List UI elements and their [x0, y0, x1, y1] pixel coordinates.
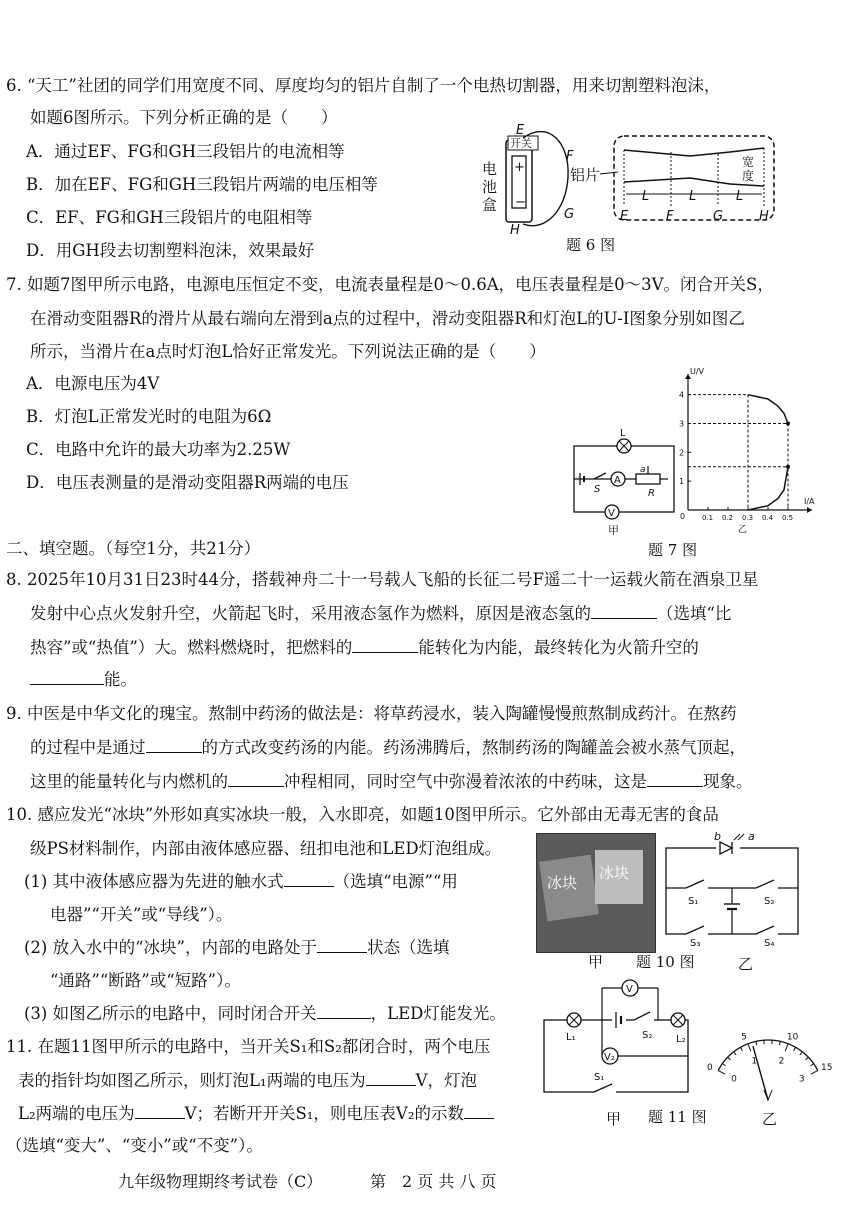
bulb-l1-label: L₁ [566, 1032, 576, 1043]
dial-tick-2 [728, 1057, 731, 1060]
q8-line-4 [30, 670, 137, 691]
q10-part-2a: (2) 放入水中的“冰块”，内部的电路处于 [24, 938, 317, 957]
q10-blank-1[interactable] [284, 872, 334, 887]
switch-s1-label: S₁ [688, 896, 699, 907]
zoom-h-label: H [759, 209, 769, 224]
y-tick-label-1: 1 [679, 477, 685, 487]
battery-label-2: 池 [482, 178, 498, 196]
q10-caption: 题 10 图 [636, 953, 695, 971]
q7-option-d: D．电压表测量的是滑动变阻器R两端的电压 [26, 473, 349, 492]
q10-part-3 [24, 1004, 506, 1025]
switch-s-label: S [594, 484, 601, 495]
width-label-1: 宽 [742, 155, 755, 169]
zoom-e-label: E [620, 209, 629, 224]
x-axis-arrow [807, 507, 812, 513]
dial-tick-5 [748, 1044, 751, 1051]
footer-paper-title: 九年级物理期终考试卷（C） [118, 1172, 323, 1191]
dial-needle [753, 1046, 768, 1100]
q7-line-1: 7. 如题7图甲所示电路，电源电压恒定不变，电流表量程是0～0.6A，电压表量程是0～3V。闭合开关S， [6, 275, 774, 294]
dial-bottom-label-1: 1 [751, 1056, 758, 1067]
series-0-curve [748, 395, 788, 424]
switch-s2-label: S₂ [642, 1030, 653, 1041]
dial-bottom-label-2: 2 [778, 1056, 785, 1067]
q11-blank-2[interactable] [135, 1104, 185, 1119]
point-h-label: H [510, 223, 520, 238]
q6-figure [478, 122, 778, 238]
dial-tick-12 [800, 1052, 802, 1055]
dial-tick-14 [810, 1064, 813, 1066]
foil-pointer [600, 172, 618, 174]
q10-jia-label: 甲 [588, 953, 604, 971]
zoom-g-label: G [713, 209, 724, 224]
q7-yi-label: 乙 [738, 525, 748, 535]
dial-tick-9 [779, 1041, 780, 1045]
voltmeter-v2-label: V₂ [604, 1052, 615, 1063]
q11-line-1: 11. 在题11图甲所示的电路中，当开关S₁和S₂都闭合时，两个电压 [6, 1037, 491, 1056]
q8-line-2 [30, 604, 731, 625]
q11-circuit-jia [538, 976, 698, 1108]
footer-page-number: 第 2 页 共 八 页 [370, 1172, 497, 1191]
q11-line-2a: 表的指针均如图乙所示，则灯泡L₁两端的电压为 [18, 1071, 366, 1090]
voltmeter-dial [706, 1010, 836, 1110]
switch-s3-label: S₃ [690, 938, 701, 949]
y-tick-label-3: 3 [679, 419, 685, 429]
q11-jia-label: 甲 [606, 1110, 622, 1128]
q11-line-3 [18, 1104, 494, 1125]
x-tick-label-0.3: 0.3 [742, 514, 754, 522]
q10-line-2: 级PS材料制作，内部由液体感应器、纽扣电池和LED灯泡组成。 [30, 839, 502, 858]
q10-part-3b: ，LED灯能发光。 [370, 1004, 506, 1023]
q11-blank-3[interactable] [464, 1104, 494, 1119]
ice-label-1: 冰块 [547, 874, 578, 892]
q8-line-4-text: 能。 [104, 670, 137, 689]
dial-tick-15 [811, 1071, 818, 1075]
ammeter-label: A [614, 475, 621, 486]
y-tick-label-4: 4 [679, 390, 685, 400]
dial-tick-0 [718, 1071, 725, 1075]
q10-part-1c: 电器”“开关”或“导线”）。 [50, 905, 233, 924]
q10-part-2b: 状态（选填 [367, 938, 450, 957]
point-e-label: E [516, 123, 525, 138]
switch-s4-label: S₄ [764, 938, 775, 949]
q7-line-2: 在滑动变阻器R的滑片从最右端向左滑到a点的过程中，滑动变阻器R和灯泡L的U-I图象分别如图乙 [30, 309, 745, 328]
bulb-l-label: L [620, 428, 626, 439]
q10-blank-3[interactable] [317, 1004, 371, 1019]
bulb-l2-label: L₂ [676, 1034, 686, 1045]
q6-option-c: C．EF、FG和GH三段铝片的电阻相等 [26, 208, 313, 227]
q7-caption: 题 7 图 [648, 541, 698, 559]
q8-line-2b: （选填“比 [657, 604, 732, 623]
x-tick-label-0.1: 0.1 [702, 514, 714, 522]
q11-line-2b: V，灯泡 [415, 1071, 477, 1090]
q11-yi-label: 乙 [762, 1110, 778, 1128]
ice-cube-photo [536, 833, 656, 953]
q7-ui-chart [672, 364, 822, 535]
dial-bottom-label-3: 3 [798, 1074, 805, 1085]
voltmeter-label: V [608, 508, 615, 519]
q9-line-2a: 的过程中是通过 [30, 738, 146, 757]
origin-label: 0 [680, 512, 686, 521]
ice-label-2: 冰块 [599, 864, 630, 882]
zoom-f-label: F [666, 209, 674, 224]
q7-option-a: A．电源电压为4V [26, 374, 160, 393]
q10-yi-label: 乙 [738, 955, 754, 973]
led-b-label: b [714, 830, 721, 843]
q7-option-b: B．灯泡L正常发光时的电阻为6Ω [26, 407, 272, 426]
q10-part-1a: (1) 其中液体感应器为先进的触水式 [24, 872, 284, 891]
length-l-2: L [689, 189, 697, 204]
q9-line-3a: 这里的能量转化与内燃机的 [30, 772, 228, 791]
section-2-title: 二、填空题。（每空1分，共21分） [6, 539, 261, 558]
dial-tick-6 [756, 1041, 757, 1045]
q9-blank-1[interactable] [146, 738, 202, 753]
dial-top-label-0: 0 [706, 1062, 713, 1073]
q8-blank-1[interactable] [591, 604, 657, 619]
q9-line-3b: 冲程相同，同时空气中弥漫着浓浓的中药味，这是 [284, 772, 647, 791]
dial-tick-1 [722, 1064, 725, 1066]
switch-s2-label: S₂ [764, 896, 775, 907]
q9-line-2 [30, 738, 746, 759]
minus-sign: − [515, 195, 526, 210]
series-1-endpoint [786, 465, 790, 469]
dial-bottom-label-0: 0 [731, 1074, 737, 1085]
point-f-label-left: F [566, 149, 574, 164]
q7-jia-label: 甲 [608, 524, 619, 537]
q10-part-1 [24, 872, 458, 893]
q10-part-2c: “通路”“断路”或“短路”）。 [50, 971, 241, 990]
q9-line-3c: 现象。 [703, 772, 753, 791]
rheostat-r-label: R [648, 488, 655, 499]
q8-line-3a: 热容”或“热值”）大。燃料燃烧时，把燃料的 [30, 638, 353, 657]
q11-line-3b: V；若断开开关S₁，则电压表V₂的示数 [184, 1104, 464, 1123]
q8-blank-2[interactable] [352, 638, 418, 653]
dial-top-label-5: 5 [741, 1032, 747, 1043]
q10-circuit-yi [660, 832, 806, 948]
length-l-1: L [642, 189, 650, 204]
switch-label: 开关 [510, 137, 532, 150]
q9-blank-2[interactable] [228, 772, 284, 787]
q9-blank-3[interactable] [647, 772, 703, 787]
dial-tick-4 [741, 1047, 743, 1050]
dial-arc [718, 1040, 818, 1071]
y-tick-label-2: 2 [679, 448, 685, 458]
x-tick-label-0.5: 0.5 [782, 514, 794, 522]
q9-line-1: 9. 中医是中华文化的瑰宝。熬制中药汤的做法是：将草药浸水，装入陶罐慢慢煎熬制成药汁。在熬药 [6, 704, 737, 723]
length-l-3: L [736, 189, 744, 204]
plus-sign: + [514, 160, 525, 175]
x-tick-label-0.4: 0.4 [762, 514, 774, 522]
rheostat-r [636, 474, 660, 484]
q8-line-1: 8. 2025年10月31日23时44分，搭载神舟二十一号载人飞船的长征二号F遥二十一运载火箭在酒泉卫星 [6, 570, 759, 589]
q8-line-2a: 发射中心点火发射升空，火箭起飞时，采用液态氢作为燃料，原因是液态氢的 [30, 604, 591, 623]
q8-blank-3[interactable] [30, 670, 104, 685]
q11-line-3a: L₂两端的电压为 [18, 1104, 135, 1123]
dial-tick-13 [806, 1057, 809, 1060]
series-0-endpoint [786, 421, 790, 425]
q10-line-1: 10. 感应发光“冰块”外形如真实冰块一般，入水即亮，如题10图甲所示。它外部由无毒无害的食品 [6, 805, 719, 824]
q8-line-3 [30, 638, 699, 659]
q6-caption: 题 6 图 [566, 236, 616, 254]
led-a-label: a [748, 830, 755, 843]
q9-line-2b: 的方式改变药汤的内能。药汤沸腾后，熬制药汤的陶罐盖会被水蒸气顶起， [201, 738, 746, 757]
battery-label-1: 电 [482, 160, 498, 178]
y-axis-label: U/V [690, 367, 705, 376]
switch-s1-label: S₁ [594, 1072, 605, 1083]
point-g-label-left: G [564, 207, 575, 222]
dial-tick-11 [794, 1047, 796, 1050]
q8-line-3b: 能转化为内能，最终转化为火箭升空的 [418, 638, 699, 657]
point-a-label: a [640, 465, 646, 475]
battery-label-3: 盒 [482, 196, 498, 214]
q7-line-3: 所示，当滑片在a点时灯泡L恰好正常发光。下列说法正确的是（ ） [30, 342, 546, 361]
x-tick-label-0.2: 0.2 [722, 514, 734, 522]
q11-line-2 [18, 1071, 477, 1092]
q7-circuit-jia [568, 426, 680, 536]
dial-top-label-10: 10 [786, 1032, 799, 1043]
dial-top-label-15: 15 [821, 1062, 833, 1073]
x-axis-label: I/A [804, 497, 815, 506]
q7-option-c: C．电路中允许的最大功率为2.25W [26, 440, 291, 459]
series-1-curve [748, 467, 788, 510]
q9-line-3 [30, 772, 753, 793]
q10-part-2 [24, 938, 450, 959]
q11-caption: 题 11 图 [648, 1108, 707, 1126]
q11-blank-1[interactable] [366, 1071, 416, 1086]
q10-part-3a: (3) 如图乙所示的电路中，同时闭合开关 [24, 1004, 317, 1023]
q10-part-1b: （选填“电源”“用 [333, 872, 458, 891]
switch-s [594, 473, 606, 479]
dial-tick-10 [785, 1044, 788, 1051]
foil-label: 铝片 [570, 166, 601, 184]
dial-tick-3 [734, 1052, 736, 1055]
q6-line-1: 6. “天工”社团的同学们用宽度不同、厚度均匀的铝片自制了一个电热切割器，用来切割塑料泡沫， [6, 76, 721, 95]
q11-line-4: （选填“变大”、“变小”或“不变”）。 [6, 1136, 263, 1155]
q6-option-d: D．用GH段去切割塑料泡沫，效果最好 [26, 241, 315, 260]
q10-blank-2[interactable] [317, 938, 367, 953]
voltmeter-v1-label: V [626, 984, 633, 995]
q6-line-2: 如题6图所示。下列分析正确的是（ ） [30, 108, 338, 127]
q6-option-a: A．通过EF、FG和GH三段铝片的电流相等 [26, 142, 345, 161]
q6-option-b: B．加在EF、FG和GH三段铝片两端的电压相等 [26, 175, 378, 194]
width-label-2: 度 [742, 169, 755, 183]
